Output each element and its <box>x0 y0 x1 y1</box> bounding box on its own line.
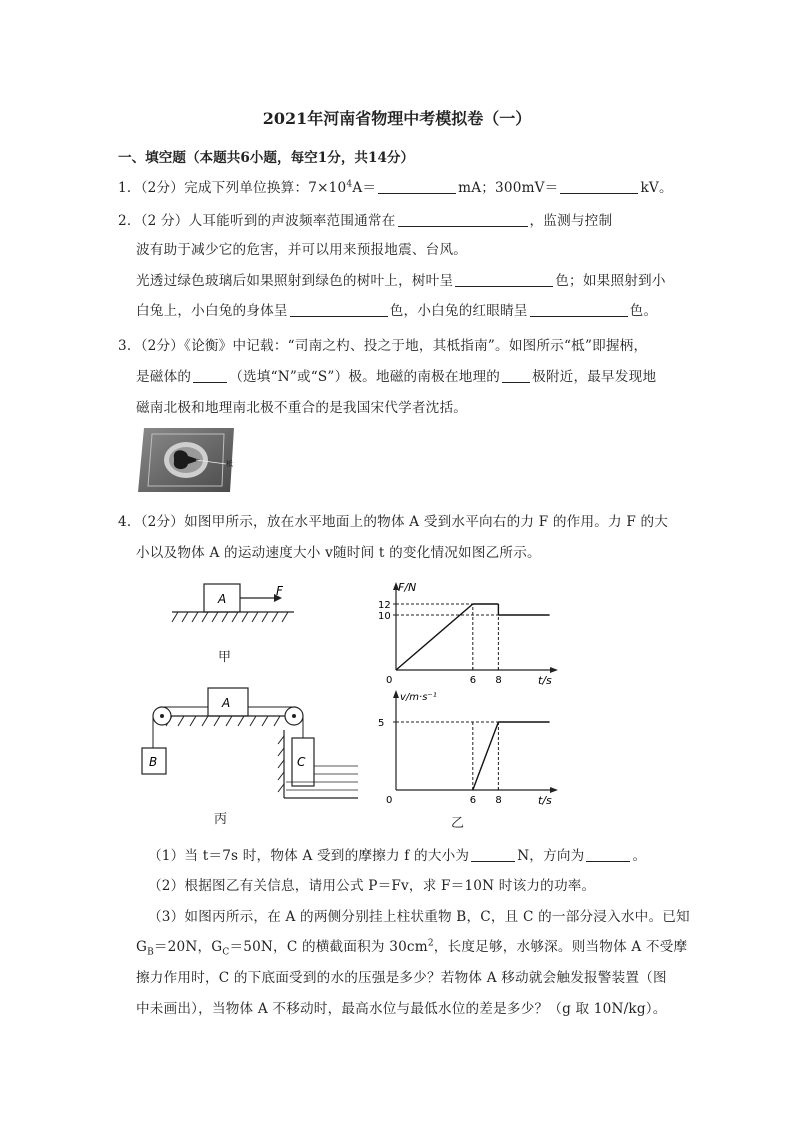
figure-jia-caption: 甲 <box>218 650 232 665</box>
series-segment <box>473 722 499 790</box>
figure-jia <box>170 580 300 630</box>
force-f-label: F <box>276 584 283 598</box>
question-4-part-3-line-4: 中未画出），当物体 A 不移动时，最高水位与最低水位的差是多少？（g 取 10N/kg）。 <box>136 1001 667 1017</box>
section-heading: 一、填空题（本题共6小题，每空1分，共14分） <box>118 150 415 166</box>
question-4-part-3-line-1: （3）如图丙所示，在 A 的两侧分别挂上柱状重物 B，C，且 C 的一部分浸入水中。已知 <box>148 909 690 925</box>
question-3-line-2: 是磁体的 （选填“N”或“S”）极。地磁的南极在地理的 极附近，最早发现地 <box>136 369 657 385</box>
answer-blank[interactable] <box>290 302 388 317</box>
question-4-part-3-line-2: $G_B=20N$，$G_C=50N$，C 的横截面积为 $30cm^2$，长度足够，水够深。则当物体 A 不受摩 <box>136 938 688 958</box>
question-4-part-1: （1）当 t＝7s 时，物体 A 受到的摩擦力 f 的大小为 N，方向为 。 <box>148 848 647 864</box>
answer-blank[interactable] <box>193 368 227 383</box>
question-4-part-3-line-3: 擦力作用时，C 的下底面受到的水的压强是多少？若物体 A 移动就会触发报警装置（图 <box>136 970 667 986</box>
x-tick-label: 8 <box>495 795 502 806</box>
answer-blank[interactable] <box>455 272 553 287</box>
question-2-line-2: 波有助于减少它的危害，并可以用来预报地震、台风。 <box>136 242 468 258</box>
x-tick-label: 8 <box>495 675 502 686</box>
sinan-compass-image <box>134 426 244 494</box>
x-tick-label: 6 <box>469 675 477 686</box>
figure-bing <box>136 686 362 806</box>
answer-blank[interactable] <box>586 847 630 862</box>
figure-yi-caption: 乙 <box>451 816 465 831</box>
question-2-line-1: 2．（2 分）人耳能听到的声波频率范围通常在 ，监测与控制 <box>118 213 613 229</box>
x-axis-label: t/s <box>538 674 552 687</box>
chart-velocity-time <box>362 686 562 810</box>
x-tick-label: 6 <box>469 795 477 806</box>
figure-bing-caption: 丙 <box>214 812 228 827</box>
x-tick-label: 0 <box>386 675 393 686</box>
series-segment <box>396 604 473 670</box>
question-4-line-2: 小以及物体 A 的运动速度大小 v随时间 t 的变化情况如图乙所示。 <box>136 545 541 561</box>
question-3-line-1: 3．（2分）《论衡》中记载：“司南之杓、投之于地，其柢指南”。如图所示“柢”即握柄， <box>118 338 648 354</box>
answer-blank[interactable] <box>398 212 528 227</box>
question-4-part-2: （2）根据图乙有关信息，请用公式 P＝Fv，求 F＝10N 时该力的功率。 <box>148 878 596 894</box>
question-2-line-3: 光透过绿色玻璃后如果照射到绿色的树叶上，树叶呈 色；如果照射到小 <box>136 273 666 289</box>
question-3-line-3: 磁南北极和地理南北极不重合的是我国宋代学者沈括。 <box>136 400 468 416</box>
y-tick-label: 12 <box>378 600 391 611</box>
question-1: 1．（2分）完成下列单位换算：$7\times 10^4A=$ mA；300mV＝ kV。 <box>118 179 673 196</box>
answer-blank[interactable] <box>530 302 628 317</box>
block-b-label: B <box>149 755 158 769</box>
question-4-line-1: 4．（2分）如图甲所示，放在水平地面上的物体 A 受到水平向右的力 F 的作用。力 F 的大 <box>118 514 669 530</box>
answer-blank[interactable] <box>502 368 530 383</box>
y-tick-label: 10 <box>378 611 391 622</box>
answer-blank[interactable] <box>378 179 456 194</box>
handle-label: 柢 <box>226 460 233 468</box>
block-a-label: A <box>218 592 227 606</box>
x-axis-label: t/s <box>538 794 552 807</box>
answer-blank[interactable] <box>471 847 515 862</box>
y-axis-label: v/m·s⁻¹ <box>400 692 437 703</box>
y-tick-label: 5 <box>378 718 385 729</box>
answer-blank[interactable] <box>560 179 638 194</box>
x-tick-label: 0 <box>386 795 393 806</box>
block-a-label-bing: A <box>222 696 231 710</box>
question-2-line-4: 白兔上，小白兔的身体呈 色，小白兔的红眼睛呈 色。 <box>136 303 658 319</box>
y-axis-label: F/N <box>398 581 417 594</box>
block-c-label: C <box>297 755 306 769</box>
page-title: 2021年河南省物理中考模拟卷（一） <box>262 109 532 128</box>
chart-force-time <box>362 580 562 690</box>
